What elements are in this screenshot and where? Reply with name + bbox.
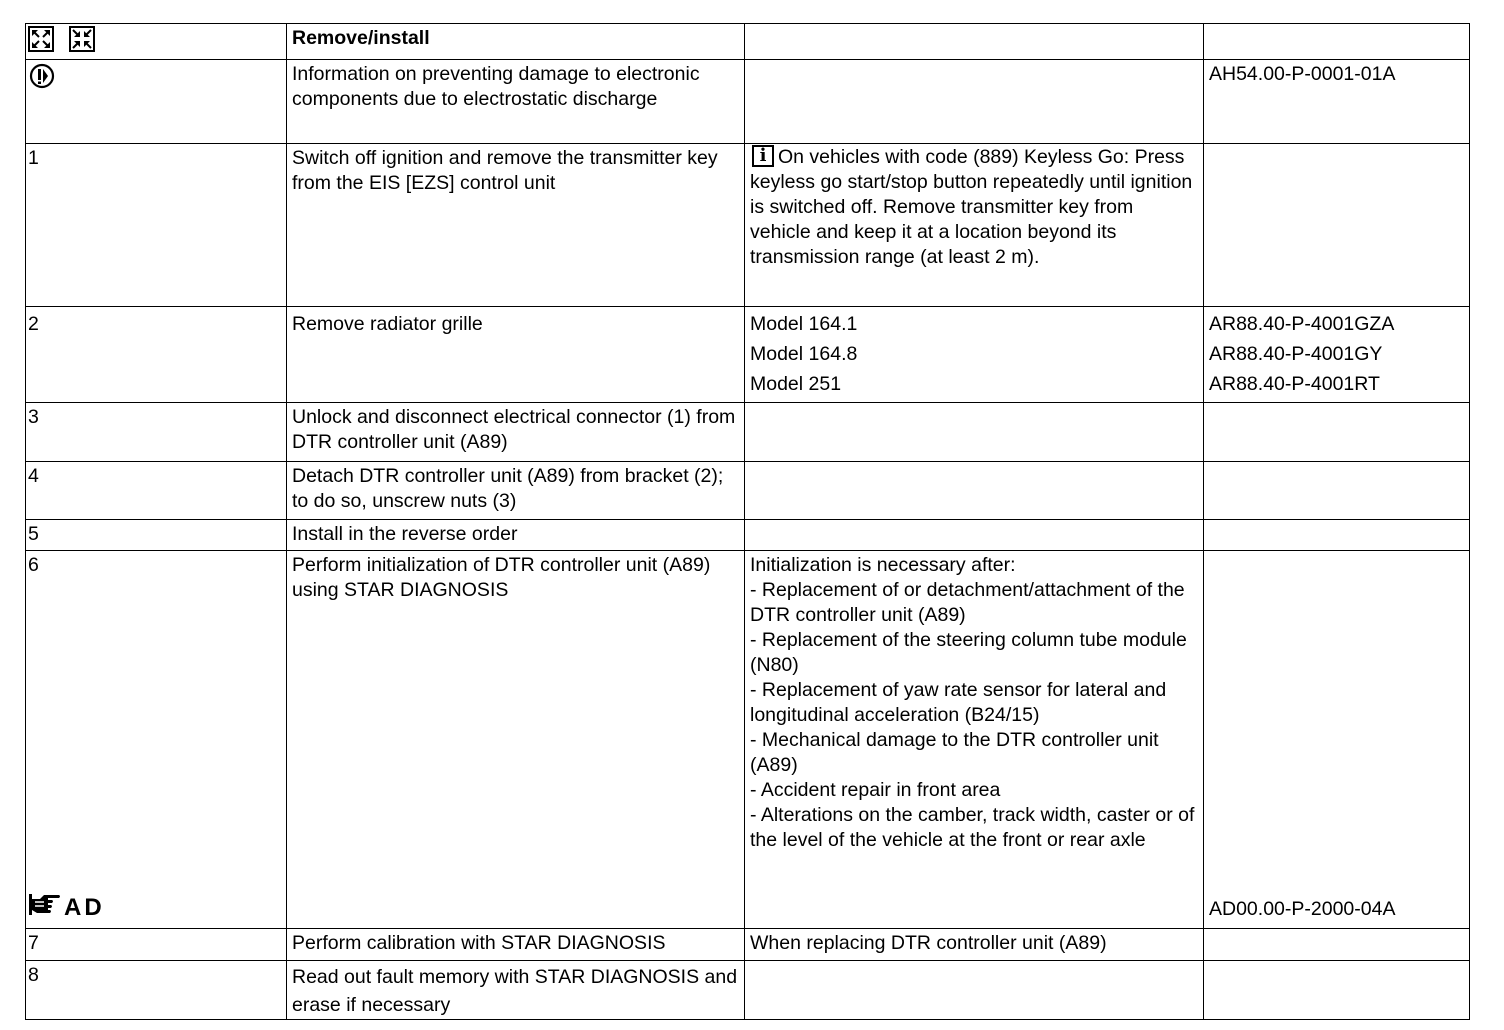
header-empty-note <box>745 24 1204 60</box>
table-row <box>26 403 1470 462</box>
note-line: - Mechanical damage to the DTR controller unit (A89) <box>750 729 1159 776</box>
step-number: 5 <box>26 520 287 551</box>
note-line: - Alterations on the camber, track width, caster or of the level of the vehicle at the front or rear axle <box>750 804 1195 851</box>
table-row <box>26 551 1470 929</box>
sub-procedure-label: AD <box>64 893 105 921</box>
step-note <box>745 520 1204 551</box>
step-number: 3 <box>26 403 287 462</box>
table-row <box>26 307 1470 403</box>
table-row <box>26 144 1470 307</box>
step-number: 2 <box>26 307 287 403</box>
header-title: Remove/install <box>287 24 745 60</box>
table-row <box>26 929 1470 961</box>
step-note <box>745 60 1204 144</box>
info-icon: i <box>752 145 774 167</box>
table-row <box>26 60 1470 144</box>
table-header-row <box>26 24 1470 60</box>
table-row <box>26 462 1470 520</box>
doc-reference-list <box>1204 307 1470 403</box>
model-label: Model 164.8 <box>750 343 858 365</box>
doc-reference-empty <box>1204 929 1470 961</box>
step-number: 6 <box>28 554 39 576</box>
note-line: - Accident repair in front area <box>750 779 1001 801</box>
step-note <box>745 144 1204 307</box>
table-row <box>26 961 1470 1020</box>
table-row <box>26 520 1470 551</box>
doc-reference-cell <box>1204 551 1470 929</box>
step-note <box>745 961 1204 1020</box>
collapse-icon[interactable] <box>69 26 95 59</box>
step-text: Perform calibration with STAR DIAGNOSIS <box>287 929 745 961</box>
note-line: - Replacement of or detachment/attachment of the DTR controller unit (A89) <box>750 579 1185 626</box>
step-text: Switch off ignition and remove the transmitter key from the EIS [EZS] control unit <box>287 144 745 307</box>
doc-reference-empty <box>1204 462 1470 520</box>
doc-reference-link[interactable]: AR88.40-P-4001RT <box>1209 373 1380 395</box>
step-text: Perform initialization of DTR controller unit (A89) using STAR DIAGNOSIS <box>287 551 745 929</box>
model-label: Model 164.1 <box>750 313 858 335</box>
header-icons-cell <box>26 24 287 60</box>
sub-procedure-marker[interactable] <box>28 891 105 924</box>
doc-reference-empty <box>1204 144 1470 307</box>
doc-reference-link[interactable]: AR88.40-P-4001GZA <box>1209 313 1395 335</box>
note-line: - Replacement of yaw rate sensor for lateral and longitudinal acceleration (B24/15) <box>750 679 1167 726</box>
procedure-table <box>25 23 1470 1020</box>
note-line: Initialization is necessary after: <box>750 554 1016 576</box>
note-text: On vehicles with code (889) Keyless Go: Press keyless go start/stop button repeatedly until ignition is switched off. Remove transmitter key from vehicle and keep it at a location beyond its transmission range (at least 2 m). <box>750 146 1193 268</box>
step-number: 4 <box>26 462 287 520</box>
step-text: Install in the reverse order <box>287 520 745 551</box>
model-list <box>745 307 1204 403</box>
step-note <box>745 403 1204 462</box>
step-number: 1 <box>26 144 287 307</box>
doc-reference-empty <box>1204 520 1470 551</box>
pointing-hand-icon <box>28 891 62 924</box>
doc-reference-empty <box>1204 403 1470 462</box>
step-text: Information on preventing damage to electronic components due to electrostatic discharge <box>287 60 745 144</box>
step-note <box>745 462 1204 520</box>
doc-reference-link[interactable]: AR88.40-P-4001GY <box>1209 343 1383 365</box>
header-empty-ref <box>1204 24 1470 60</box>
model-label: Model 251 <box>750 373 842 395</box>
doc-reference-link[interactable]: AD00.00-P-2000-04A <box>1209 898 1396 920</box>
expand-icon[interactable] <box>28 26 54 59</box>
step-text: Read out fault memory with STAR DIAGNOSIS and erase if necessary <box>287 961 745 1020</box>
step-number: 8 <box>26 961 287 1020</box>
note-line: - Replacement of the steering column tube module (N80) <box>750 629 1187 676</box>
step-note: When replacing DTR controller unit (A89) <box>745 929 1204 961</box>
step-text: Detach DTR controller unit (A89) from bracket (2); to do so, unscrew nuts (3) <box>287 462 745 520</box>
step-text: Unlock and disconnect electrical connector (1) from DTR controller unit (A89) <box>287 403 745 462</box>
step-cell <box>26 60 287 144</box>
step-number-cell <box>26 551 287 929</box>
step-note <box>745 551 1204 929</box>
doc-reference-empty <box>1204 961 1470 1020</box>
doc-reference-link[interactable]: AH54.00-P-0001-01A <box>1204 60 1470 144</box>
step-number: 7 <box>26 929 287 961</box>
esd-warning-icon <box>28 62 56 97</box>
step-text: Remove radiator grille <box>287 307 745 403</box>
